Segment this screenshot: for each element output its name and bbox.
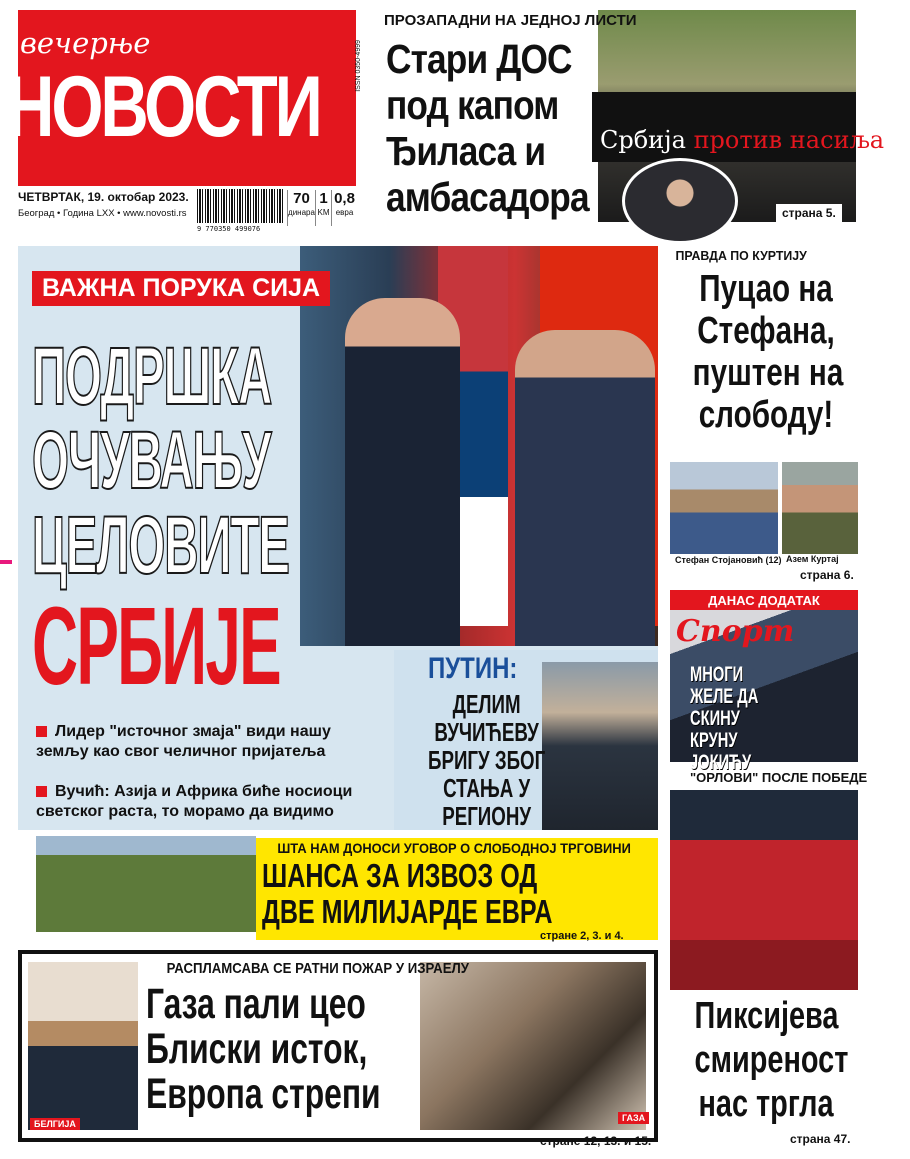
main-bullet — [36, 722, 381, 762]
issue-date: ЧЕТВРТАК, 19. октобар 2023. — [18, 190, 189, 204]
sport-supplement-logo: Спорт — [676, 614, 795, 649]
headline-line: КРУНУ — [690, 729, 738, 752]
headline-line: СКИНУ — [690, 707, 740, 730]
photo-caption: Азем Куртај — [786, 554, 839, 564]
bullet-text: Лидер "источног змаја" види нашу земљу као свог челичног пријатеља — [36, 723, 331, 760]
leader-figure-left — [345, 298, 460, 646]
main-headline-line[interactable]: ОЧУВАЊУ — [32, 415, 271, 506]
location-tag-gaza: ГАЗА — [618, 1112, 649, 1124]
quote-line: РЕГИОНУ — [442, 801, 531, 831]
headline-line: ЈОКИЋУ — [690, 751, 752, 774]
masthead-title: НОВОСТИ — [6, 59, 320, 155]
victim-photo[interactable] — [670, 462, 778, 554]
headline-line: ШАНСА ЗА ИЗВОЗ ОД — [262, 857, 538, 894]
price-value: 0,8 — [334, 190, 355, 207]
right-story3-headline[interactable] — [694, 994, 849, 1126]
price-unit: динара — [288, 208, 315, 217]
bottom-story-kicker: РАСПЛАМСАВА СЕ РАТНИ ПОЖАР У ИЗРАЕЛУ — [166, 960, 469, 977]
headline-line: ЖЕЛЕ ДА — [690, 685, 759, 708]
right-story3-page-ref[interactable]: страна 47. — [790, 1132, 851, 1146]
putin-label: ПУТИН: — [428, 652, 518, 685]
right-story3-kicker: "ОРЛОВИ" ПОСЛЕ ПОБЕДЕ — [690, 770, 868, 785]
quote-line: БРИГУ ЗБОГ — [428, 745, 546, 775]
headline-line: Ђиласа и — [386, 128, 546, 174]
right-story1-headline[interactable] — [692, 268, 844, 436]
right-story1-page-ref[interactable]: страна 6. — [800, 568, 854, 582]
right-story1-kicker: ПРАВДА ПО КУРТИЈУ — [675, 248, 807, 263]
raspberry-farmer-photo[interactable] — [36, 836, 256, 932]
photo-caption: Стефан Стојановић (12) — [672, 554, 785, 566]
headline-line: Стари ДОС — [386, 36, 572, 82]
price-value: 1 — [319, 190, 328, 207]
suspect-photo[interactable] — [782, 462, 858, 554]
main-bullet — [36, 782, 381, 822]
issn-code: ISSN 0350-4999 — [355, 40, 362, 92]
putin-quote[interactable] — [428, 690, 545, 830]
headline-line: амбасадора — [386, 174, 589, 220]
headline-line: ДВЕ МИЛИЈАРДЕ ЕВРА — [262, 893, 553, 930]
top-story-page-ref[interactable]: страна 5. — [776, 204, 842, 222]
location-tag-belgium: БЕЛГИЈА — [30, 1118, 80, 1130]
bullet-square-icon — [36, 786, 47, 797]
price-eur — [331, 190, 357, 226]
football-celebration-photo[interactable] — [670, 790, 858, 990]
top-story-headline[interactable] — [386, 36, 589, 220]
headline-line: Пуцао на — [699, 268, 833, 310]
trade-story-headline[interactable] — [262, 858, 552, 930]
headline-line: смиреност — [694, 1039, 849, 1081]
barcode-image — [197, 189, 283, 223]
headline-line: Блиски исток, — [146, 1025, 368, 1073]
headline-line: Европа стрепи — [146, 1070, 381, 1118]
main-story-kicker: ВАЖНА ПОРУКА СИЈА — [32, 271, 330, 306]
bottom-story-page-ref[interactable]: стране 12, 13. и 15. — [540, 1134, 652, 1148]
masthead-script: вечерње — [20, 26, 151, 60]
top-story-kicker: ПРОЗАПАДНИ НА ЈЕДНОЈ ЛИСТИ — [384, 12, 637, 29]
price-km — [315, 190, 331, 226]
main-headline-line[interactable]: ЦЕЛОВИТЕ — [32, 500, 289, 591]
banner-phrase: против насиља — [693, 126, 885, 154]
headline-line: Пиксијева — [694, 995, 839, 1037]
price-unit: KM — [317, 208, 330, 217]
headline-line: под капом — [386, 82, 559, 128]
headline-line: МНОГИ — [690, 663, 744, 686]
trade-story-kicker: ШТА НАМ ДОНОСИ УГОВОР О СЛОБОДНОЈ ТРГОВИНИ — [277, 840, 631, 856]
price-value: 70 — [293, 190, 310, 207]
bullet-square-icon — [36, 726, 47, 737]
supplement-headline — [690, 664, 758, 774]
headline-line: нас тргла — [698, 1083, 834, 1125]
headline-line: Газа пали цео — [146, 980, 366, 1028]
headline-line: пуштен на — [692, 352, 844, 394]
price-rsd — [287, 190, 315, 226]
politician-portrait — [622, 158, 738, 244]
quote-line: ВУЧИЋЕВУ — [434, 717, 539, 747]
gaza-photo[interactable] — [420, 962, 646, 1130]
registration-mark — [0, 560, 12, 564]
price-unit: евра — [335, 208, 354, 217]
main-headline-line[interactable]: ПОДРШКА — [32, 331, 272, 422]
supplement-kicker: ДАНАС ДОДАТАК — [670, 590, 858, 611]
quote-line: СТАЊА У — [443, 773, 531, 803]
issue-subline: Београд • Година LXX • www.novosti.rs — [18, 208, 187, 219]
headline-line: Стефана, — [697, 310, 835, 352]
bullet-text: Вучић: Азија и Африка биће носиоци светског раста, то морамо да видимо — [36, 783, 353, 820]
belgium-police-photo[interactable] — [28, 962, 138, 1130]
quote-line: ДЕЛИМ — [452, 689, 521, 719]
putin-photo[interactable] — [542, 662, 658, 830]
main-headline-line[interactable]: СРБИЈЕ — [32, 585, 280, 708]
leader-figure-right — [515, 330, 655, 646]
banner-word: Србија — [600, 126, 686, 154]
protest-banner-text — [600, 126, 884, 154]
bottom-story-headline[interactable] — [146, 982, 381, 1117]
headline-line: слободу! — [698, 394, 834, 436]
trade-story-page-ref[interactable]: стране 2, 3. и 4. — [540, 930, 624, 942]
barcode-number: 9 770350 499076 — [197, 225, 261, 233]
